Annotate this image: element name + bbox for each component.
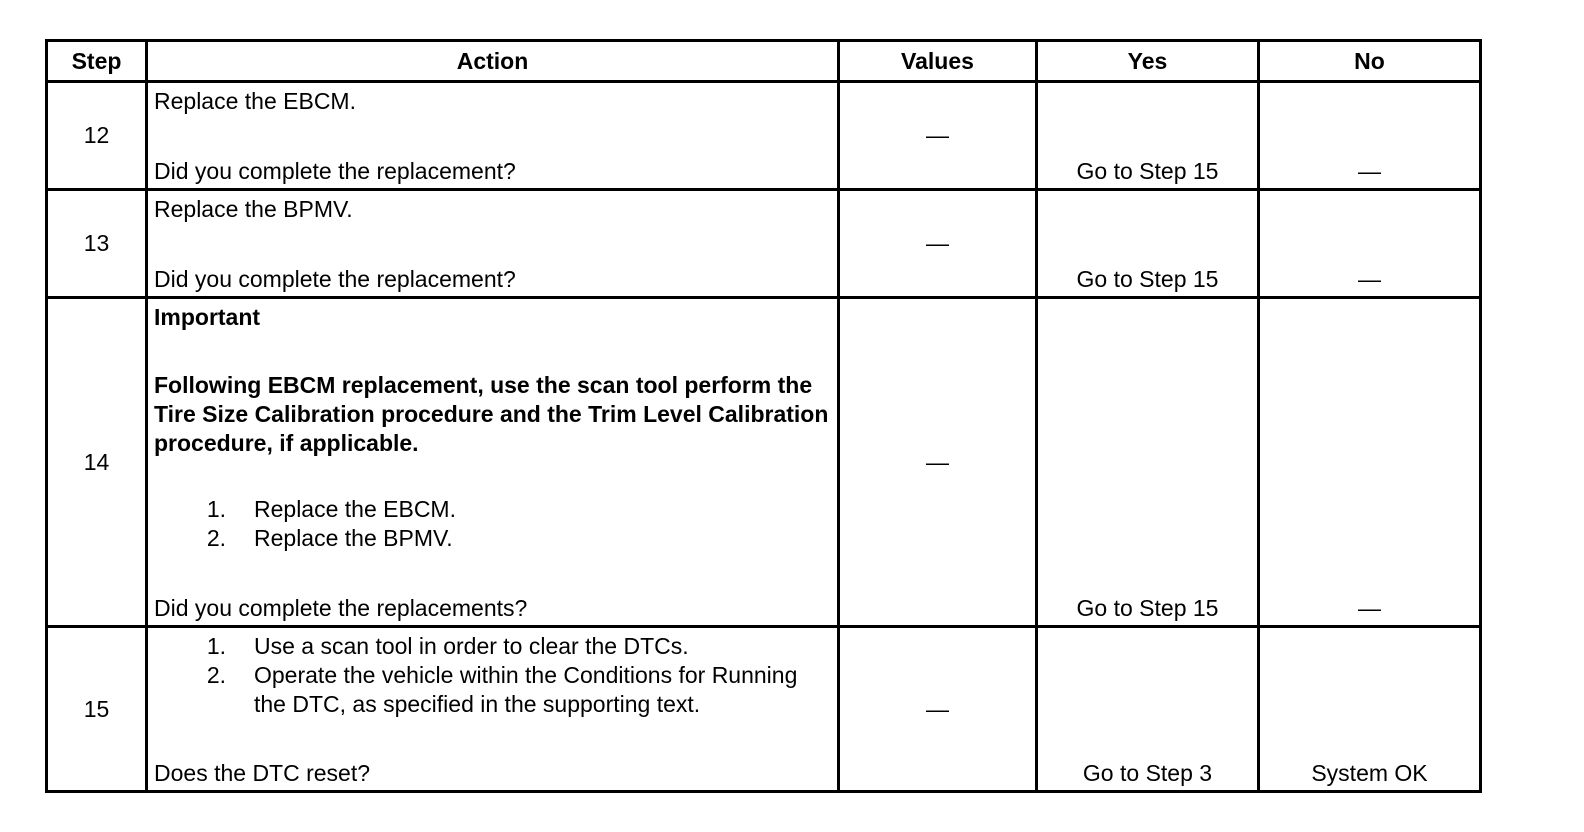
no-result: — [1358,158,1381,184]
list-item [154,632,833,661]
no-result: — [1358,595,1381,621]
step-number: 15 [47,627,147,792]
table-row [47,627,1481,792]
action-cell [147,190,839,298]
important-note: Following EBCM replacement, use the scan tool perform the Tire Size Calibration procedure and the Trim Level Calibration procedure, if applicable. [154,372,829,456]
header-step: Step [47,41,147,82]
list-item-number: 1. [206,633,226,659]
table-row [47,298,1481,627]
yes-result: Go to Step 15 [1076,595,1219,621]
no-result: — [1358,266,1381,292]
no-cell [1259,190,1481,298]
values-cell: — [839,298,1037,627]
table-row [47,82,1481,190]
procedure-list [154,632,833,719]
list-item-number: 2. [206,662,226,688]
list-item [154,661,833,719]
list-item-number: 1. [206,496,226,522]
step-number: 12 [47,82,147,190]
header-action: Action [147,41,839,82]
values-cell: — [839,82,1037,190]
no-result: System OK [1311,760,1428,786]
header-row [47,41,1481,82]
action-text: Replace the EBCM. [154,88,356,114]
list-item-text: Replace the BPMV. [254,525,453,551]
header-no: No [1259,41,1481,82]
yes-cell [1037,298,1259,627]
yes-cell [1037,627,1259,792]
action-text: Replace the BPMV. [154,196,353,222]
action-question: Did you complete the replacement? [154,266,516,292]
header-yes: Yes [1037,41,1259,82]
values-cell: — [839,190,1037,298]
action-question: Did you complete the replacement? [154,158,516,184]
no-cell [1259,82,1481,190]
no-cell [1259,627,1481,792]
yes-result: Go to Step 3 [1082,760,1213,786]
step-number: 13 [47,190,147,298]
list-item [154,524,833,553]
yes-cell [1037,82,1259,190]
action-cell [147,298,839,627]
list-item-text: Replace the EBCM. [254,496,456,522]
yes-result: Go to Step 15 [1076,158,1219,184]
action-question: Did you complete the replacements? [154,595,528,621]
list-item-text: Use a scan tool in order to clear the DTCs. [254,633,689,659]
action-question: Does the DTC reset? [154,760,371,786]
step-number: 14 [47,298,147,627]
list-item-number: 2. [206,525,226,551]
diagnostic-table [45,39,1482,793]
values-cell: — [839,627,1037,792]
action-cell [147,627,839,792]
no-cell [1259,298,1481,627]
table-row [47,190,1481,298]
action-cell [147,82,839,190]
list-item-text: Operate the vehicle within the Conditions for Running the DTC, as specified in the supporting text. [254,662,798,717]
list-item [154,495,833,524]
yes-cell [1037,190,1259,298]
header-values: Values [839,41,1037,82]
yes-result: Go to Step 15 [1076,266,1219,292]
important-label: Important [154,304,261,330]
procedure-list [154,495,833,553]
